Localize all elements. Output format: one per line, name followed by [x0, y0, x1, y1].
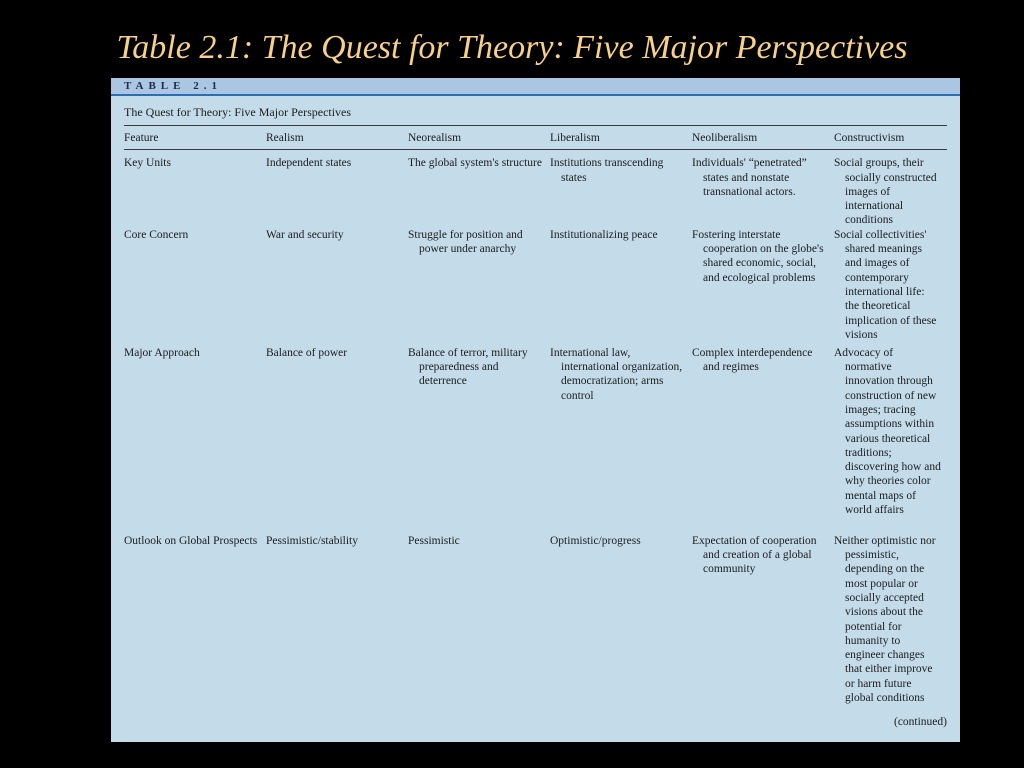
table-cell: Social groups, their socially constructed images of international conditions — [834, 157, 937, 227]
column-header: Liberalism — [550, 126, 692, 150]
table-cell: Institutionalizing peace — [550, 228, 658, 241]
perspectives-table — [124, 126, 947, 710]
slide-title: Table 2.1: The Quest for Theory: Five Major Perspectives — [116, 29, 908, 66]
table-row — [124, 228, 947, 346]
table-cell: Independent states — [266, 157, 352, 170]
continued-note: (continued) — [893, 716, 947, 728]
table-cell: Expectation of cooperation and creation of a global community — [692, 534, 817, 576]
table-cell: Institutions transcending states — [550, 157, 664, 184]
table-cell: Fostering interstate cooperation on the globe's shared economic, social, and ecological problems — [692, 228, 824, 284]
table-cell: Complex interdependence and regimes — [692, 346, 813, 374]
table-cell: Core Concern — [124, 228, 189, 241]
table-cell: Balance of terror, military preparedness and deterrence — [408, 346, 528, 388]
table-cell: Individuals' “penetrated” states and nonstate transnational actors. — [692, 157, 807, 198]
table-row — [124, 150, 947, 228]
table-cell: War and security — [266, 228, 344, 241]
table-cell: Major Approach — [124, 346, 200, 359]
column-header: Realism — [266, 126, 408, 150]
table-caption: The Quest for Theory: Five Major Perspectives — [124, 105, 947, 126]
column-header: Feature — [124, 126, 266, 150]
table-label: TABLE 2.1 — [111, 78, 960, 96]
table-row — [124, 534, 947, 710]
table-header-row — [124, 126, 947, 150]
table-cell: The global system's structure — [408, 157, 542, 170]
table-cell: Neither optimistic nor pessimistic, depending on the most popular or socially accepted visions about the potential for humanity to engineer changes that either improve or harm future global conditions — [834, 534, 936, 705]
table-cell: Balance of power — [266, 346, 348, 359]
table-cell: Pessimistic — [408, 534, 460, 547]
table-cell: Social collectivities' shared meanings and images of contemporary international life: the theoretical implication of these visions — [834, 228, 937, 341]
table-cell: Struggle for position and power under anarchy — [408, 228, 523, 256]
table-cell: Optimistic/progress — [550, 534, 641, 547]
column-header: Constructivism — [834, 126, 947, 150]
table-cell: International law, international organization, democratization; arms control — [550, 346, 683, 402]
table-image — [111, 78, 960, 742]
table-row — [124, 346, 947, 534]
table-cell: Pessimistic/stability — [266, 534, 359, 547]
table-cell: Outlook on Global Prospects — [124, 534, 258, 547]
table-cell: Key Units — [124, 157, 171, 170]
table-cell: Advocacy of normative innovation through construction of new images; tracing assumptions within various theoretical traditions; discovering how and why theories color mental maps of world affairs — [834, 346, 941, 517]
column-header: Neoliberalism — [692, 126, 834, 150]
column-header: Neorealism — [408, 126, 550, 150]
